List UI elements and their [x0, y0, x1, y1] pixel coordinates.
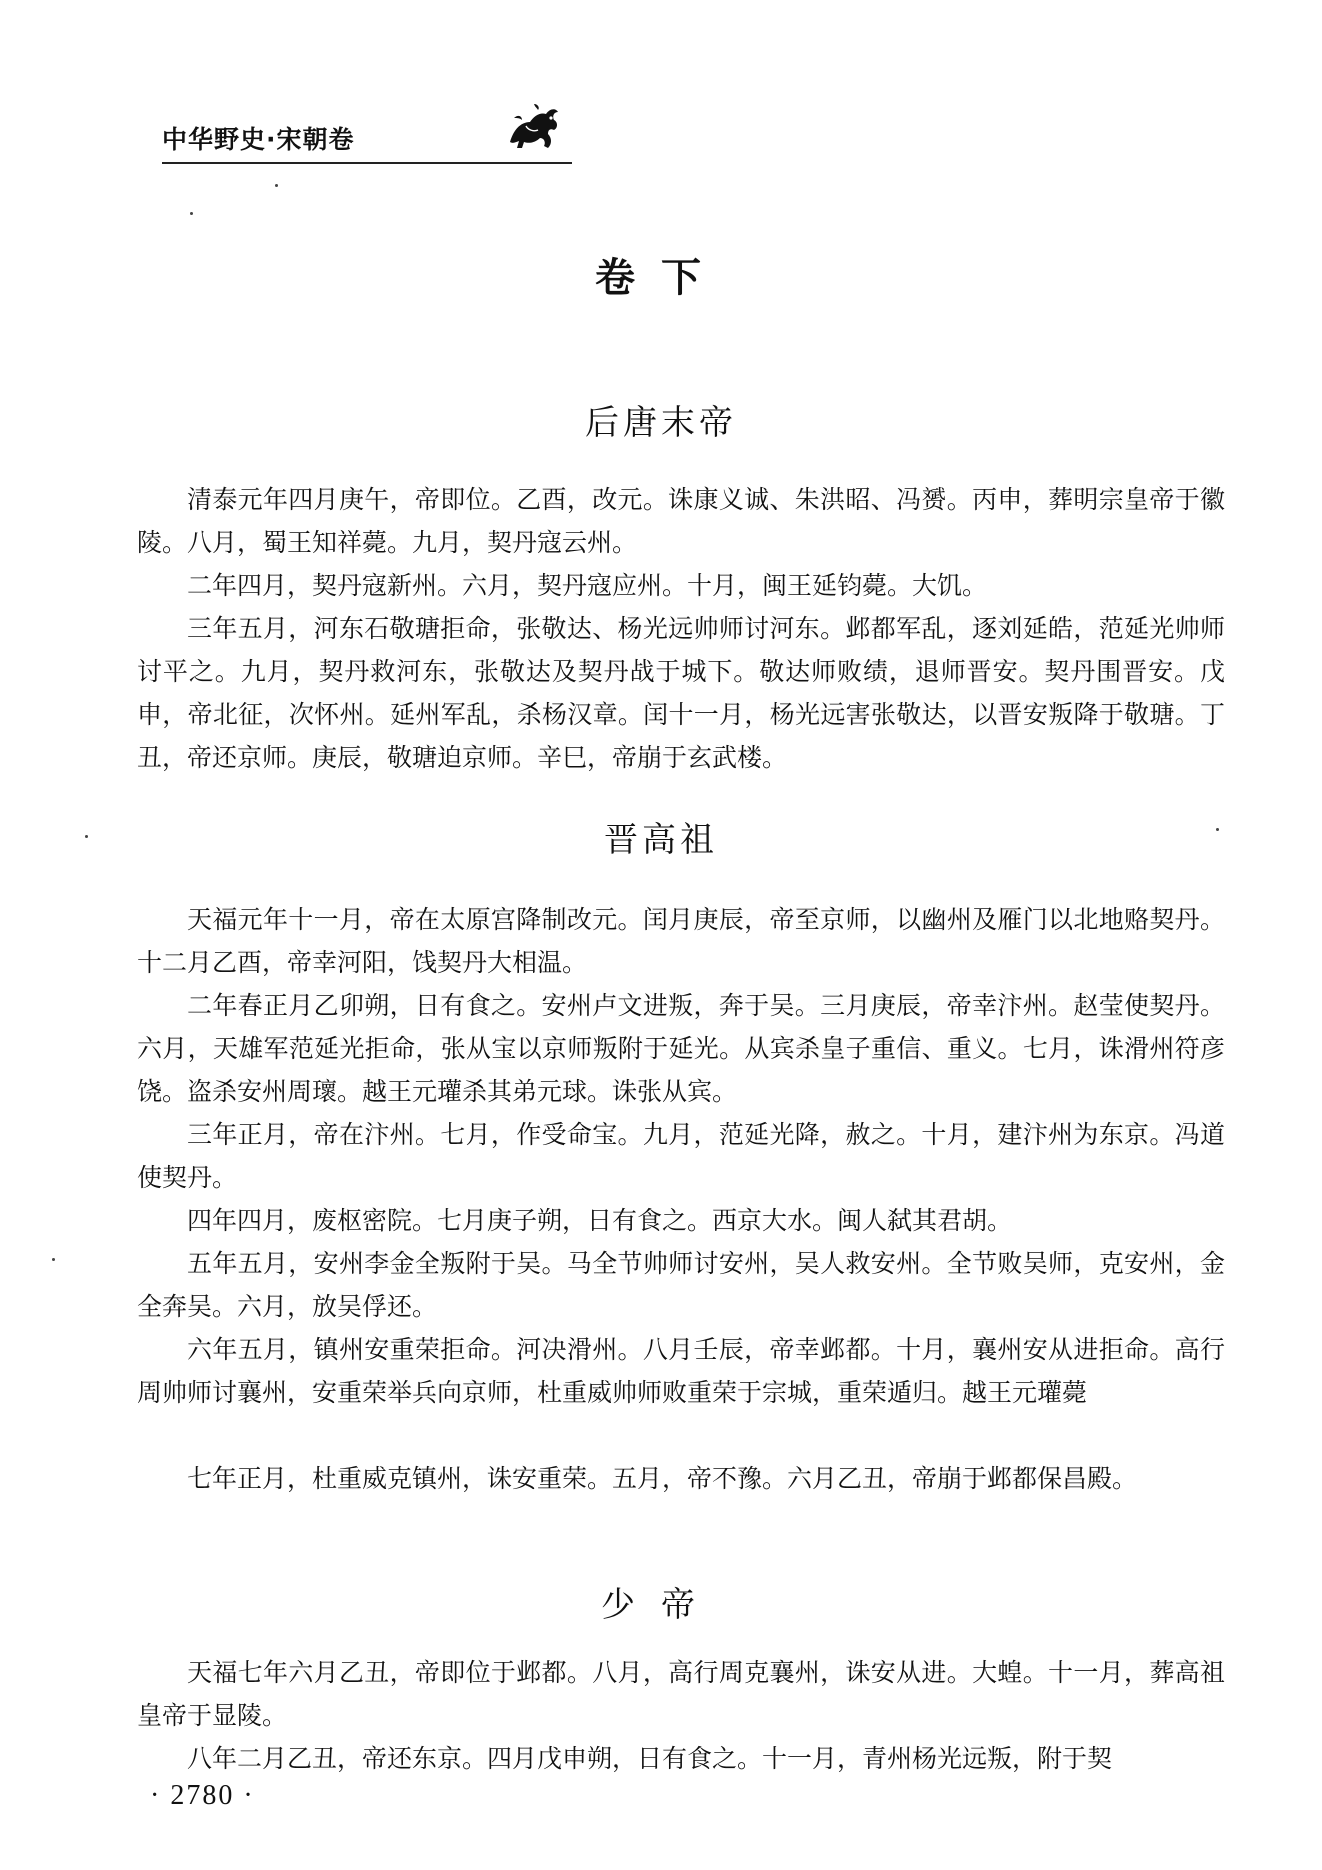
paragraph: 清泰元年四月庚午，帝即位。乙酉，改元。诛康义诚、朱洪昭、冯赟。丙申，葬明宗皇帝于徽陵。八月，蜀王知祥薨。九月，契丹寇云州。 — [137, 485, 1225, 557]
scan-speck — [1216, 828, 1219, 831]
section-title-jin-gaozu: 晋高祖 — [604, 820, 718, 860]
paragraph: 八年二月乙丑，帝还东京。四月戊申朔，日有食之。十一月，青州杨光远叛，附于契 — [187, 1744, 1113, 1773]
scan-speck — [52, 1258, 55, 1261]
scan-speck — [275, 184, 278, 187]
running-header — [162, 98, 572, 170]
paragraph: 七年正月，杜重威克镇州，诛安重荣。五月，帝不豫。六月乙丑，帝崩于邺都保昌殿。 — [187, 1464, 1138, 1493]
header-rule — [162, 162, 572, 164]
paragraph: 三年五月，河东石敬瑭拒命，张敬达、杨光远帅师讨河东。邺都军乱，逐刘延皓，范延光帅师讨平之。九月，契丹救河东，张敬达及契丹战于城下。敬达师败绩，退师晋安。契丹围晋安。戊申，帝北征，次怀州。延州军乱，杀杨汉章。闰十一月，杨光远害张敬达，以晋安叛降于敬瑭。丁丑，帝还京师。庚辰，敬瑭迫京师。辛巳，帝崩于玄武楼。 — [137, 614, 1225, 772]
scan-speck — [190, 212, 193, 215]
paragraph: 四年四月，废枢密院。七月庚子朔，日有食之。西京大水。闽人弑其君胡。 — [187, 1206, 1013, 1235]
paragraph: 二年四月，契丹寇新州。六月，契丹寇应州。十月，闽王延钧薨。大饥。 — [187, 571, 988, 600]
paragraph: 二年春正月乙卯朔，日有食之。安州卢文进叛，奔于吴。三月庚辰，帝幸汴州。赵莹使契丹。六月，天雄军范延光拒命，张从宝以京师叛附于延光。从宾杀皇子重信、重义。七月，诛滑州符彦饶。盗杀安州周瓌。越王元瓘杀其弟元球。诛张从宾。 — [137, 991, 1225, 1106]
paragraph: 五年五月，安州李金全叛附于吴。马全节帅师讨安州，吴人救安州。全节败吴师，克安州，金全奔吴。六月，放吴俘还。 — [137, 1249, 1225, 1321]
paragraph: 天福元年十一月，帝在太原宫降制改元。闰月庚辰，帝至京师，以幽州及雁门以北地赂契丹。十二月乙酉，帝幸河阳，饯契丹大相温。 — [137, 905, 1225, 977]
mythical-beast-emblem-icon — [504, 98, 562, 156]
section-title-hou-tang-modi: 后唐末帝 — [585, 403, 737, 443]
paragraph: 天福七年六月乙丑，帝即位于邺都。八月，高行周克襄州，诛安从进。大蝗。十一月，葬高祖皇帝于显陵。 — [137, 1658, 1225, 1730]
volume-title: 卷下 — [595, 255, 727, 301]
scan-speck — [85, 835, 88, 838]
paragraph: 六年五月，镇州安重荣拒命。河决滑州。八月壬辰，帝幸邺都。十月，襄州安从进拒命。高行周帅师讨襄州，安重荣举兵向京师，杜重威帅师败重荣于宗城，重荣遁归。越王元瓘薨 — [137, 1335, 1225, 1407]
book-title: 中华野史·宋朝卷 — [162, 125, 355, 154]
paragraph: 三年正月，帝在汴州。七月，作受命宝。九月，范延光降，赦之。十月，建汴州为东京。冯道使契丹。 — [137, 1120, 1225, 1192]
page-number: · 2780 · — [150, 1780, 255, 1811]
section-title-shao-di: 少帝 — [601, 1585, 721, 1625]
